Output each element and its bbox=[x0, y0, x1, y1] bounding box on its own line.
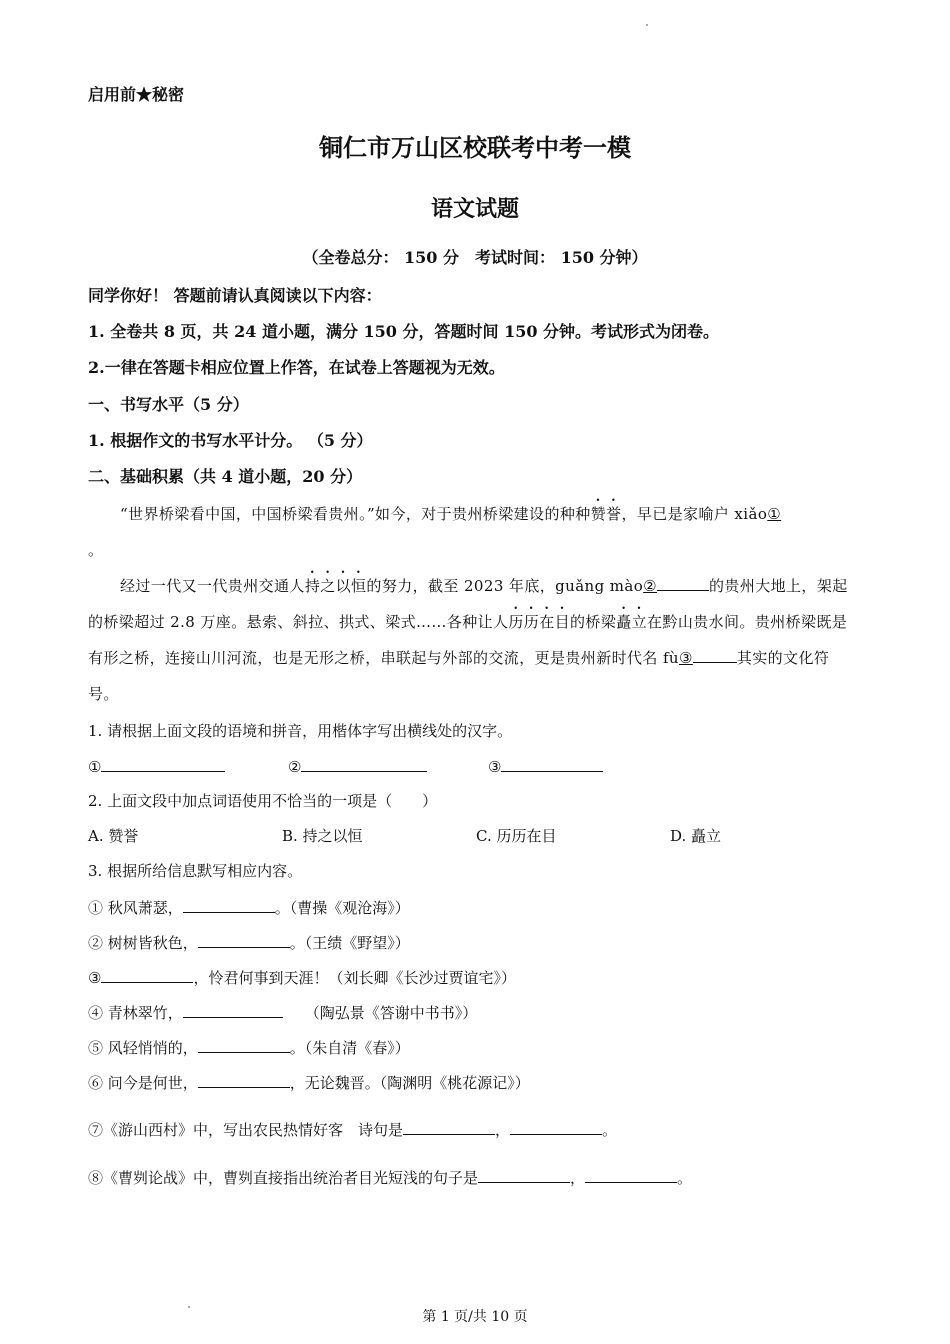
passage-paragraph-2: 经过一代又一代贵州交通人持之以恒的努力，截至 2023 年底，guǎng mào② 的贵州大地上，架起的桥梁超过 2.8 万座。悬索、斜拉、拱式、梁式……各种让人历历在目的桥梁矗立在黔山贵水间。贵州桥梁既是有形之桥，连接山川河流，也是无形之桥，串联起与外部的交流，更是贵州新时代名 fù③ 其实的文化符号。 bbox=[88, 568, 858, 712]
recite-line-6: ⑥ 问今是何世， ，无论魏晋。（陶渊明《桃花源记》） bbox=[88, 1071, 530, 1093]
recite-line-2: ② 树树皆秋色， 。（王绩《野望》） bbox=[88, 931, 410, 953]
answer-blank[interactable] bbox=[510, 1118, 602, 1135]
option-a[interactable]: A. 赞誉 bbox=[88, 827, 139, 845]
recite-line-8: ⑧《曹刿论战》中，曹刿直接指出统治者目光短浅的句子是 ， 。 bbox=[88, 1166, 692, 1188]
instructions-greeting: 同学你好！ 答题前请认真阅读以下内容： bbox=[88, 286, 382, 305]
option-b[interactable]: B. 持之以恒 bbox=[282, 827, 363, 845]
page-footer: 第 1 页/共 10 页 bbox=[422, 1309, 528, 1325]
answer-blank[interactable] bbox=[101, 966, 193, 983]
corner-mark bbox=[646, 24, 648, 26]
section-1-heading: 一、书写水平（5 分） bbox=[88, 395, 249, 414]
answer-blank[interactable] bbox=[101, 755, 225, 772]
option-c[interactable]: C. 历历在目 bbox=[476, 827, 557, 845]
section-1-question: 1. 根据作文的书写水平计分。 （5 分） bbox=[88, 431, 373, 450]
answer-blank[interactable] bbox=[501, 755, 603, 772]
question-1-blank-3: ③ bbox=[488, 755, 603, 776]
section-2-heading: 二、基础积累（共 4 道小题，20 分） bbox=[88, 467, 363, 486]
answer-blank[interactable] bbox=[657, 574, 709, 591]
answer-blank[interactable] bbox=[478, 1166, 570, 1183]
secret-mark: 启用前★秘密 bbox=[88, 85, 185, 104]
answer-blank[interactable] bbox=[183, 896, 275, 913]
recite-line-1: ① 秋风萧瑟， 。（曹操《观沧海》） bbox=[88, 896, 410, 918]
dotted-word-chuli: 矗立 bbox=[616, 613, 648, 631]
recite-line-5: ⑤ 风轻悄悄的， 。（朱自清《春》） bbox=[88, 1036, 410, 1058]
subject-title: 语文试题 bbox=[430, 196, 519, 222]
answer-blank[interactable] bbox=[183, 1001, 283, 1018]
recite-line-4: ④ 青林翠竹， （陶弘景《答谢中书书》） bbox=[88, 1001, 477, 1023]
blank-marker-1: ① bbox=[767, 505, 782, 523]
instruction-item-1: 1. 全卷共 8 页，共 24 道小题，满分 150 分，答题时间 150 分钟。考试形式为闭卷。 bbox=[88, 322, 720, 341]
question-1-blank-1: ① bbox=[88, 755, 225, 776]
dotted-word-chizhiyiheng: 持之以恒 bbox=[304, 577, 367, 595]
blank-marker-3: ③ bbox=[678, 649, 693, 667]
answer-blank[interactable] bbox=[198, 931, 290, 948]
recite-line-3: ③ ，怜君何事到天涯！（刘长卿《长沙过贾谊宅》） bbox=[88, 966, 516, 988]
answer-blank[interactable] bbox=[198, 1071, 290, 1088]
blank-marker-2: ② bbox=[643, 577, 658, 595]
dotted-word-zanyu: 赞誉 bbox=[590, 505, 622, 523]
answer-blank[interactable] bbox=[403, 1118, 495, 1135]
answer-blank[interactable] bbox=[585, 1166, 677, 1183]
option-d[interactable]: D. 矗立 bbox=[670, 827, 722, 845]
exam-meta: （全卷总分： 150 分 考试时间： 150 分钟） bbox=[302, 248, 648, 267]
question-3-stem: 3. 根据所给信息默写相应内容。 bbox=[88, 862, 303, 880]
reading-passage bbox=[88, 496, 858, 712]
dotted-word-lilizaimu: 历历在目 bbox=[508, 613, 571, 631]
question-1-blank-2: ② bbox=[288, 755, 427, 776]
recite-line-7: ⑦《游山西村》中，写出农民热情好客 诗句是 ， 。 bbox=[88, 1118, 617, 1140]
passage-paragraph-1: “世界桥梁看中国，中国桥梁看贵州。”如今，对于贵州桥梁建设的种种赞誉，早已是家喻户 xiǎo① 。 bbox=[88, 505, 782, 559]
answer-blank[interactable] bbox=[301, 755, 427, 772]
question-1-stem: 1. 请根据上面文段的语境和拼音，用楷体字写出横线处的汉字。 bbox=[88, 722, 513, 740]
question-2-stem: 2. 上面文段中加点词语使用不恰当的一项是（ ） bbox=[88, 792, 438, 810]
instruction-item-2: 2.一律在答题卡相应位置上作答，在试卷上答题视为无效。 bbox=[88, 358, 505, 377]
answer-blank[interactable] bbox=[693, 646, 737, 663]
answer-blank[interactable] bbox=[198, 1036, 290, 1053]
exam-title: 铜仁市万山区校联考中考一模 bbox=[319, 133, 631, 162]
